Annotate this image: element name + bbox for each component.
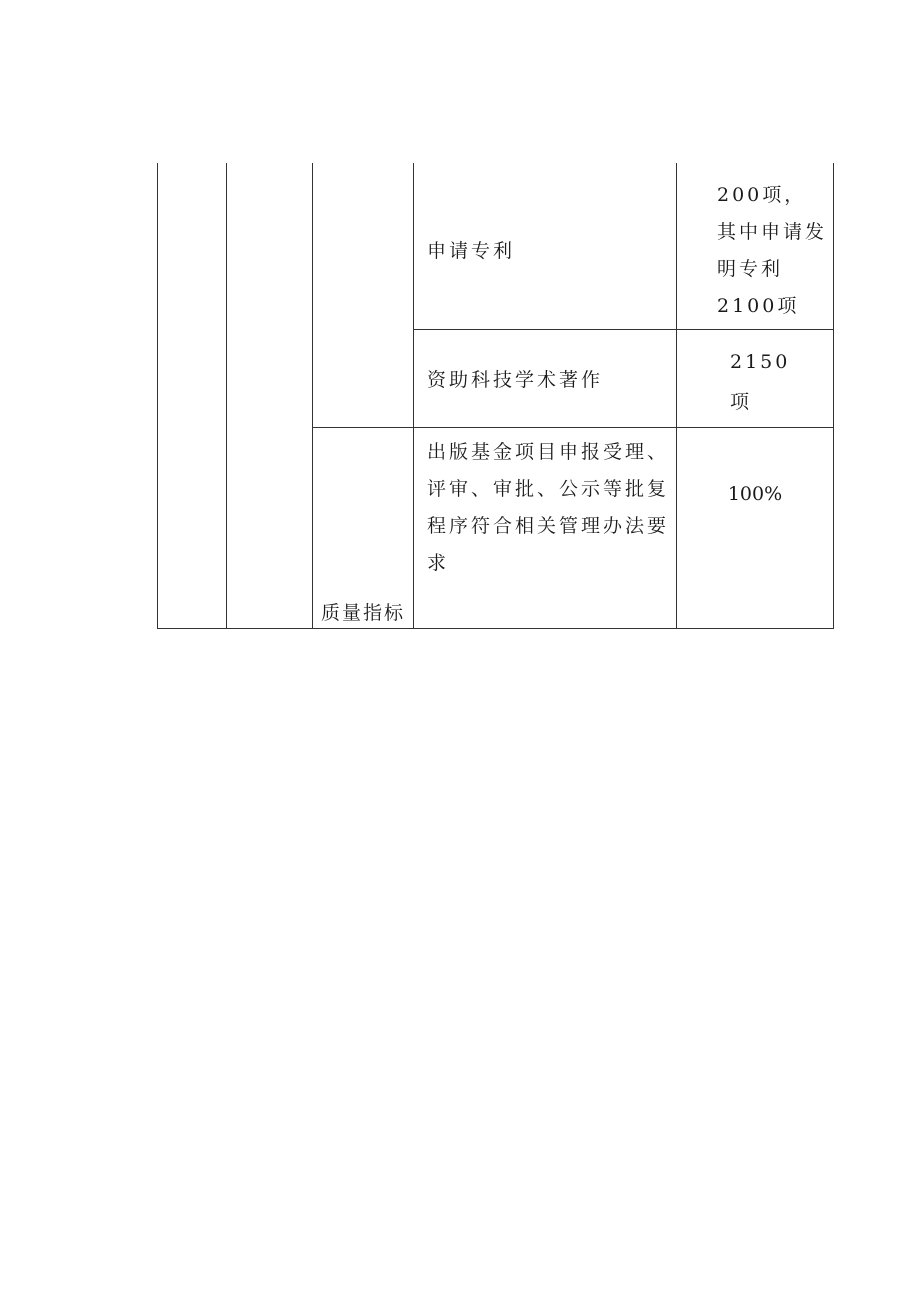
value-text: 100% [727,483,783,505]
indicator-text: 资助科技学术著作 [427,369,604,391]
category-cell [313,428,414,629]
indicator-table [157,163,834,629]
value-cell [677,163,834,330]
table-row [158,163,834,330]
indicator-text: 申请专利 [427,240,516,262]
category-label: 质量指标 [321,602,406,624]
indicator-cell [414,330,677,428]
indicator-cell [414,428,677,629]
performance-indicator-table [157,163,834,629]
empty-cell-col2 [227,163,313,629]
value-cell [677,428,834,629]
indicator-text: 出版基金项目申报受理、评审、审批、公示等批复程序符合相关管理办法要求 [427,441,670,574]
empty-cell-col1 [158,163,227,629]
empty-cell-col3 [313,163,414,428]
value-text: 200项，其中申请发明专利2100项 [717,184,828,317]
value-cell [677,330,834,428]
indicator-cell [414,163,677,330]
value-text: 2150项 [730,351,791,413]
